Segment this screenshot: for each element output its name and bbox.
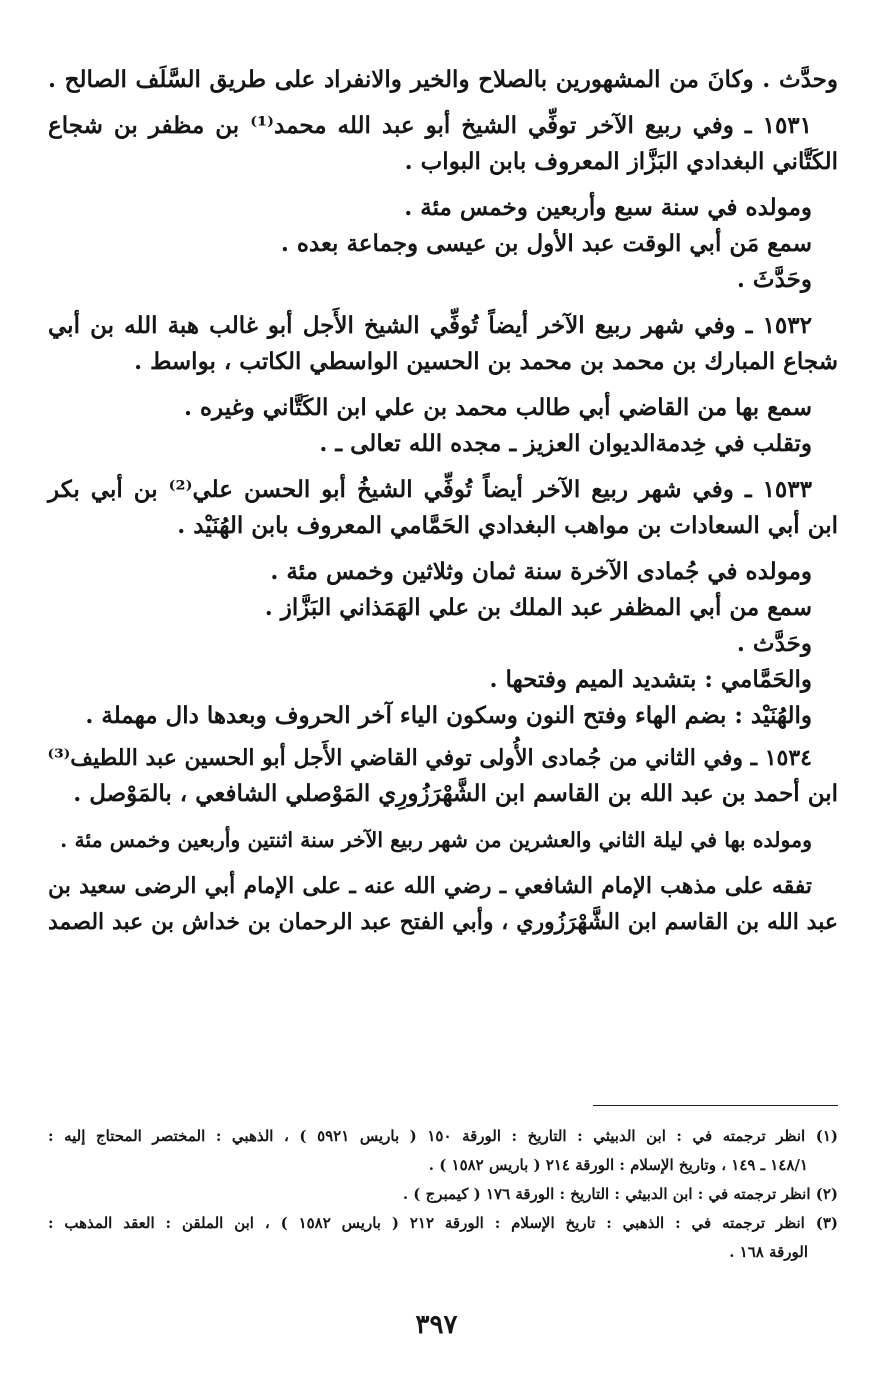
footnote-3-cont: الورقة ١٦٨ . [729,1243,808,1261]
entry-1532-heading: ١٥٣٢ ـ وفي شهر ربيع الآخر أيضاً تُوفِّي الشيخ الأَجل أبو غالب هبة الله بن أبي [48,312,812,339]
text-line: والحَمَّامي : بتشديد الميم وفتحها . [489,666,812,693]
footnote-3: (٣) انظر ترجمته في : الذهبي : تاريخ الإسلام : الورقة ٢١٢ ( باريس ١٥٨٢ ) ، ابن الملقن : العقد المذهب : [48,1214,838,1232]
text-line: شجاع المبارك بن محمد بن محمد بن الحسين الواسطي الكاتب ، بواسط . [134,348,838,375]
text-line: وحدَّث . وكانَ من المشهورين بالصلاح والخير والانفراد على طريق السَّلَف الصالح . [48,66,838,93]
text-line: ومولده في سنة سبع وأربعين وخمس مئة . [404,194,812,221]
text-line: سمع من أبي المظفر عبد الملك بن علي الهَمَذاني البَزَّاز . [264,594,812,621]
text-line: تفقه على مذهب الإمام الشافعي ـ رضي الله عنه ـ على الإمام أبي الرضى سعيد بن [48,873,812,899]
page-number: ٣٩٧ [415,1310,458,1340]
text-line: ومولده في جُمادى الآخرة سنة ثمان وثلاثين وخمس مئة . [270,558,812,585]
text-line: سمع مَن أبي الوقت عبد الأول بن عيسى وجماعة بعده . [280,230,812,257]
text-line: والهُنَيْد : بضم الهاء وفتح النون وسكون الياء آخر الحروف وبعدها دال مهملة . [85,702,812,729]
text-line: ابن أحمد بن عبد الله بن القاسم ابن الشَّهْرَزُورِي المَوْصلي الشافعي ، بالمَوْصل . [73,780,838,807]
footnotes [48,1122,838,1267]
footnote-2: (٢) انظر ترجمته في : ابن الدبيثي : التاريخ : الورقة ١٧٦ ( كيمبرج ) . [402,1185,838,1203]
text-line: سمع بها من القاضي أبي طالب محمد بن علي ابن الكَتَّاني وغيره . [183,394,812,421]
footnote-1: (١) انظر ترجمته في : ابن الدبيثي : التاريخ : الورقة ١٥٠ ( باريس ٥٩٢١ ) ، الذهبي : المختصر المحتاج إليه : [48,1127,838,1145]
entry-1534-heading: ١٥٣٤ ـ وفي الثاني من جُمادى الأُولى توفي القاضي الأَجل أبو الحسين عبد اللطيف⁽³⁾ [47,745,812,771]
footnote-1-cont: ١٤٨/١ ـ ١٤٩ ، وتاريخ الإسلام : الورقة ٢١٤ ( باريس ١٥٨٢ ) . [428,1156,808,1174]
text-line: الكَتَّاني البغدادي البَزَّاز المعروف بابن البواب . [404,148,838,175]
text-line: وتقلب في خِدمةالديوان العزيز ـ مجده الله تعالى ـ . [319,430,812,457]
text-line: ومولده بها في ليلة الثاني والعشرين من شهر ربيع الآخر سنة اثنتين وأربعين وخمس مئة . [60,828,812,852]
entry-1533-heading: ١٥٣٣ ـ وفي شهر ربيع الآخر أيضاً تُوفِّي الشيخُ أبو الحسن علي⁽²⁾ بن أبي بكر [48,476,812,503]
book-page [48,62,838,1394]
footnote-divider [593,1105,838,1106]
text-line: عبد الله بن القاسم ابن الشَّهْرَزُوري ، وأبي الفتح عبد الرحمان بن خداش بن عبد الصمد [48,909,838,935]
main-text [48,62,838,1087]
text-line: وحَدَّث . [736,630,812,657]
entry-1531-heading: ١٥٣١ ـ وفي ربيع الآخر توفِّي الشيخ أبو عبد الله محمد⁽¹⁾ بن مظفر بن شجاع [48,112,813,139]
text-line: ابن أبي السعادات بن مواهب البغدادي الحَمَّامي المعروف بابن الهُنَيْد . [177,512,838,539]
text-line: وحَدَّثَ . [736,266,812,293]
